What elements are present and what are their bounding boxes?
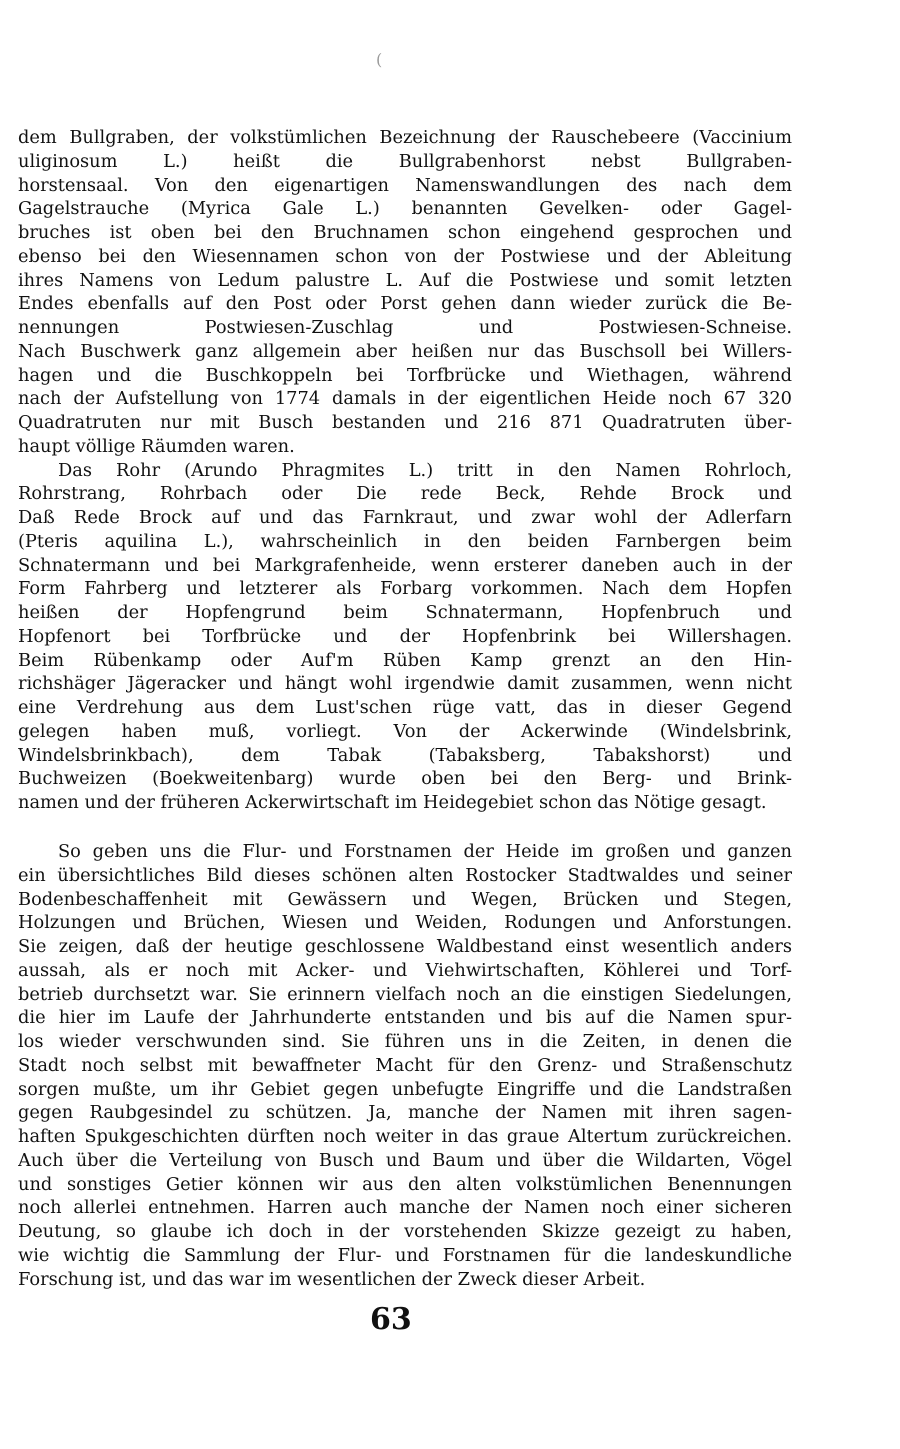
text-line: heißen der Hopfengrund beim Schnatermann, Hopfenbruch und (18, 602, 792, 623)
text-line: wie wichtig die Sammlung der Flur- und Forstnamen für die landeskundliche (18, 1244, 792, 1266)
text-line: sorgen mußte, um ihr Gebiet gegen unbefugte Eingriffe und die Landstraßen (18, 1078, 792, 1100)
text-line: Endes ebenfalls auf den Post oder Porst gehen dann wieder zurück die Be- (18, 293, 792, 315)
text-line: hagen und die Buschkoppeln bei Torfbrücke und Wiethagen, während (18, 364, 792, 386)
page-number: 63 (370, 1302, 412, 1337)
text-line: dem Bullgraben, der volkstümlichen Bezeichnung der Rauschebeere (Vaccinium (18, 127, 792, 148)
text-line: aussah, als er noch mit Acker- und Viehwirtschaften, Köhlerei und Torf- (18, 959, 792, 981)
text-line: Hopfenort bei Torfbrücke und der Hopfenbrink bei Willershagen. (18, 625, 792, 647)
text-line: Rohrstrang, Rohrbach oder Die rede Beck, Rehde Brock und (18, 483, 792, 505)
text-line: Deutung, so glaube ich doch in der vorstehenden Skizze gezeigt zu haben, (18, 1221, 792, 1242)
text-line: gelegen haben muß, vorliegt. Von der Ackerwinde (Windelsbrink, (18, 720, 792, 742)
text-line: Daß Rede Brock auf und das Farnkraut, und zwar wohl der Adlerfarn (18, 507, 792, 528)
paragraph-1 (18, 126, 792, 815)
text-line: Bodenbeschaffenheit mit Gewässern und Wegen, Brücken und Stegen, (18, 888, 792, 910)
text-line: richshäger Jägeracker und hängt wohl irgendwie damit zusammen, wenn nicht (18, 673, 792, 695)
paragraph-2 (18, 840, 792, 1291)
text-line: namen und der früheren Ackerwirtschaft im Heidegebiet schon das Nötige gesagt. (18, 792, 767, 813)
text-line: Das Rohr (Arundo Phragmites L.) tritt in den Namen Rohrloch, (58, 459, 792, 481)
text-line: betrieb durchsetzt war. Sie erinnern vielfach noch an die einstigen Siedelungen, (18, 983, 792, 1005)
text-line: Schnatermann und bei Markgrafenheide, wenn ersterer daneben auch in der (18, 554, 792, 576)
text-line: Forschung ist, und das war im wesentlichen der Zweck dieser Arbeit. (18, 1268, 646, 1290)
text-line: bruches ist oben bei den Bruchnamen schon eingehend gesprochen und (18, 222, 792, 243)
text-line: So geben uns die Flur- und Forstnamen der Heide im großen und ganzen (58, 841, 792, 862)
text-line: (Pteris aquilina L.), wahrscheinlich in den beiden Farnbergen beim (18, 530, 792, 552)
text-line: haupt völlige Räumden waren. (18, 435, 295, 457)
text-line: und sonstiges Getier können wir aus den alten volkstümlichen Benennungen (18, 1173, 792, 1195)
text-line: Form Fahrberg und letzterer als Forbarg vorkommen. Nach dem Hopfen (18, 578, 792, 600)
text-line: die hier im Laufe der Jahrhunderte entstanden und bis auf die Namen spur- (18, 1007, 792, 1029)
text-line: ein übersichtliches Bild dieses schönen alten Rostocker Stadtwaldes und seiner (18, 864, 792, 886)
text-line: Quadratruten nur mit Busch bestanden und 216 871 Quadratruten über- (18, 412, 792, 433)
text-line: nach der Aufstellung von 1774 damals in der eigentlichen Heide noch 67 320 (18, 388, 792, 410)
text-line: uliginosum L.) heißt die Bullgrabenhorst nebst Bullgraben- (18, 150, 792, 172)
text-line: Nach Buschwerk ganz allgemein aber heißen nur das Buschsoll bei Willers- (18, 340, 792, 362)
text-line: ihres Namens von Ledum palustre L. Auf die Postwiese und somit letzten (18, 269, 792, 291)
text-line: nennungen Postwiesen-Zuschlag und Postwiesen-Schneise. (18, 317, 792, 338)
text-line: Buchweizen (Boekweitenbarg) wurde oben bei den Berg- und Brink- (18, 768, 792, 790)
text-line: Stadt noch selbst mit bewaffneter Macht für den Grenz- und Straßenschutz (18, 1054, 792, 1076)
text-line: los wieder verschwunden sind. Sie führen uns in die Zeiten, in denen die (18, 1031, 792, 1052)
text-line: Beim Rübenkamp oder Auf'm Rüben Kamp grenzt an den Hin- (18, 649, 792, 671)
text-line: eine Verdrehung aus dem Lust'schen rüge vatt, das in dieser Gegend (18, 697, 792, 718)
text-line: Gagelstrauche (Myrica Gale L.) benannten Gevelken- oder Gagel- (18, 198, 792, 220)
text-line: Holzungen und Brüchen, Wiesen und Weiden, Rodungen und Anforstungen. (18, 912, 792, 934)
text-line: noch allerlei entnehmen. Harren auch manche der Namen noch einer sicheren (18, 1197, 792, 1219)
text-line: Sie zeigen, daß der heutige geschlossene Waldbestand einst wesentlich anders (18, 936, 792, 957)
text-line: haften Spukgeschichten dürften noch weiter in das graue Altertum zurückreichen. (18, 1126, 792, 1147)
text-line: ebenso bei den Wiesennamen schon von der Postwiese und der Ableitung (18, 245, 792, 267)
corner-mark: ( (376, 50, 383, 69)
text-line: Windelsbrinkbach), dem Tabak (Tabaksberg, Tabakshorst) und (18, 744, 792, 766)
text-line: horstensaal. Von den eigenartigen Namenswandlungen des nach dem (18, 174, 792, 196)
text-line: gegen Raubgesindel zu schützen. Ja, manche der Namen mit ihren sagen- (18, 1102, 792, 1124)
text-line: Auch über die Verteilung von Busch und Baum und über die Wildarten, Vögel (18, 1149, 792, 1171)
